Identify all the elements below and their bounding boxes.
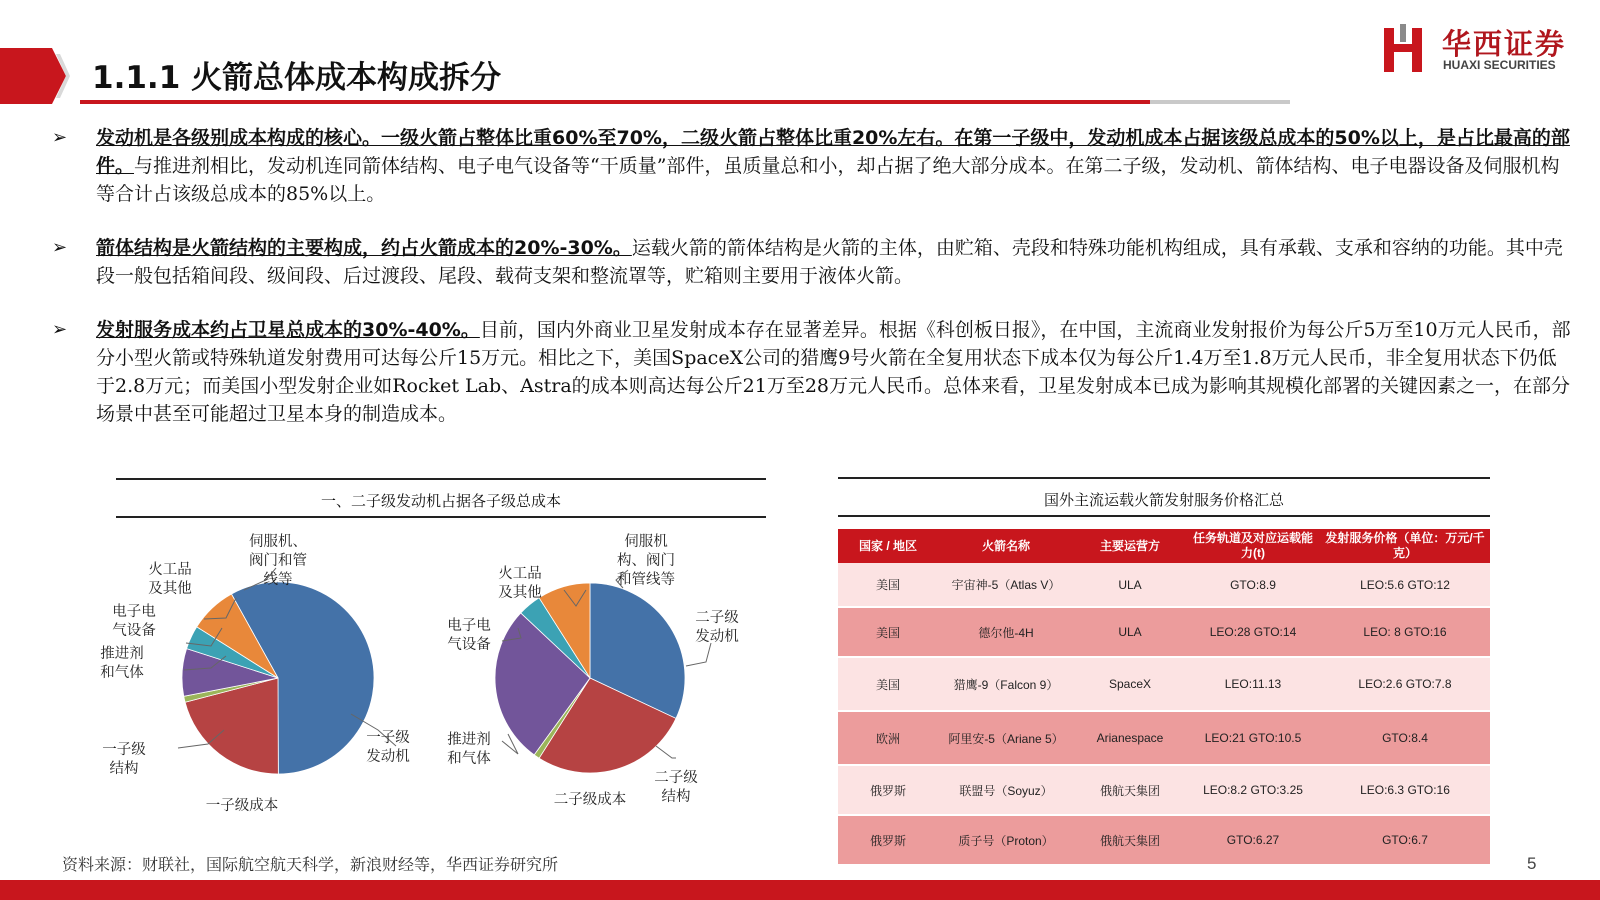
bullet-structure	[52, 234, 1572, 290]
cell: LEO:28 GTO:14	[1186, 607, 1320, 657]
cell: LEO:5.6 GTO:12	[1320, 563, 1490, 607]
page-number: 5	[1527, 854, 1537, 873]
bullet-key-point: 发动机是各级别成本构成的核心。一级火箭占整体比重60%至70%，二级火箭占整体比重20%左右。在第一子级中，发动机成本占据该级总成本的50%以上，是占比最高的部件。	[96, 127, 1570, 177]
label-p1-elec: 电子电气设备	[112, 604, 156, 639]
bullet-key-point: 发射服务成本约占卫星总成本的30%-40%。	[96, 319, 480, 341]
label-p1-servo: 伺服机、阀门和管线等	[249, 534, 307, 588]
cell: ULA	[1074, 607, 1186, 657]
bullet-body: 运载火箭的箭体结构是火箭的主体，由贮箱、壳段和特殊功能机构组成，具有承载、支承和容纳的功能。其中壳段一般包括箱间段、级间段、后过渡段、尾段、载荷支架和整流罩等，贮箱则主要用于液体火箭。	[96, 237, 1563, 287]
source-note: 资料来源：财联社，国际航空航天科学，新浪财经等，华西证券研究所	[62, 855, 559, 874]
bullet-arrow-icon: ➢	[52, 319, 68, 340]
label-p2-title: 二子级成本	[553, 792, 627, 808]
bullet-list	[52, 124, 1572, 454]
col-operator: 主要运营方	[1074, 529, 1186, 563]
huaxi-logo-mark	[1382, 24, 1432, 74]
label-p2-pyro: 火工品及其他	[498, 566, 542, 601]
pie-stage1	[182, 582, 374, 774]
footer-bar	[0, 880, 1600, 900]
bullet-key-point: 箭体结构是火箭结构的主要构成，约占火箭成本的20%-30%。	[96, 237, 632, 259]
table-row	[838, 815, 1490, 865]
cell: 俄航天集团	[1074, 765, 1186, 815]
label-p1-pyro: 火工品及其他	[148, 562, 192, 597]
caption-rule-bottom	[838, 515, 1490, 517]
table-caption: 国外主流运载火箭发射服务价格汇总	[1043, 491, 1284, 509]
cell: 俄罗斯	[838, 815, 938, 865]
caption-rule-top	[116, 478, 766, 480]
col-price: 发射服务价格（单位：万元/千克）	[1320, 529, 1490, 563]
cell: LEO:8.2 GTO:3.25	[1186, 765, 1320, 815]
label-p1-title: 一子级成本	[205, 798, 279, 814]
cell: 美国	[838, 657, 938, 711]
bullet-body: 与推进剂相比，发动机连同箭体结构、电子电气设备等“干质量”部件，虽质量总和小，却占据了绝大部分成本。在第二子级，发动机、箭体结构、电子电器设备及伺服机构等合计占该级总成本的85%以上。	[96, 155, 1560, 205]
bullet-body: 目前，国内外商业卫星发射成本存在显著差异。根据《科创板日报》，在中国，主流商业发射报价为每公斤5万至10万元人民币，部分小型火箭或特殊轨道发射费用可达每公斤15万元。相比之下，美国SpaceX公司的猎鹰9号火箭在全复用状态下成本仅为每公斤1.4万至1.8万元人民币，非全复用状态下仍低于2.8万元；而美国小型发射企业如Rocket Lab、Astra的成本则高达每公斤21万至28万元人民币。总体来看，卫星发射成本已成为影响其规模化部署的关键因素之一，在部分场景中甚至可能超过卫星本身的制造成本。	[96, 319, 1571, 425]
cell: 阿里安-5（Ariane 5）	[938, 711, 1074, 765]
label-p2-engine: 二子级发动机	[695, 610, 739, 645]
label-p2-prop: 推进剂和气体	[447, 732, 491, 767]
cell: 美国	[838, 607, 938, 657]
bullet-arrow-icon: ➢	[52, 127, 68, 148]
label-p2-servo: 伺服机构、阀门和管线等	[617, 534, 675, 588]
chart-caption: 一、二子级发动机占据各子级总成本	[320, 492, 561, 510]
cell: 质子号（Proton）	[938, 815, 1074, 865]
label-p2-struct: 二子级结构	[654, 770, 698, 805]
cell: 美国	[838, 563, 938, 607]
table-row	[838, 563, 1490, 607]
title-underline	[80, 100, 1150, 104]
price-table	[838, 529, 1490, 866]
cell: 猎鹰-9（Falcon 9）	[938, 657, 1074, 711]
cell: ULA	[1074, 563, 1186, 607]
cell: 德尔他-4H	[938, 607, 1074, 657]
cell: 宇宙神-5（Atlas V）	[938, 563, 1074, 607]
cell: 联盟号（Soyuz）	[938, 765, 1074, 815]
table-header-row	[838, 529, 1490, 563]
pie-stage2	[495, 583, 685, 773]
cell: LEO:21 GTO:10.5	[1186, 711, 1320, 765]
cell: LEO:11.13	[1186, 657, 1320, 711]
title-underline-gray	[1150, 100, 1290, 104]
cell: 俄罗斯	[838, 765, 938, 815]
table-row	[838, 711, 1490, 765]
label-p2-elec: 电子电气设备	[447, 618, 491, 653]
label-p1-engine: 一子级发动机	[366, 730, 410, 765]
cell: SpaceX	[1074, 657, 1186, 711]
pie-charts	[100, 518, 766, 858]
cell: Arianespace	[1074, 711, 1186, 765]
col-country: 国家 / 地区	[838, 529, 938, 563]
table-row	[838, 765, 1490, 815]
pie-chart-panel	[100, 478, 766, 858]
logo-text-en: HUAXI SECURITIES	[1443, 58, 1556, 72]
caption-rule-top	[838, 477, 1490, 479]
bullet-engine	[52, 124, 1572, 208]
bullet-launch-cost	[52, 316, 1572, 428]
cell: 欧洲	[838, 711, 938, 765]
label-p1-prop: 推进剂和气体	[100, 646, 144, 681]
cell: LEO:2.6 GTO:7.8	[1320, 657, 1490, 711]
page-title: 1.1.1 火箭总体成本构成拆分	[92, 60, 502, 96]
cell: GTO:6.7	[1320, 815, 1490, 865]
bullet-arrow-icon: ➢	[52, 237, 68, 258]
price-table-panel	[838, 477, 1490, 869]
col-capacity: 任务轨道及对应运载能力(t)	[1186, 529, 1320, 563]
cell: LEO:6.3 GTO:16	[1320, 765, 1490, 815]
col-rocket: 火箭名称	[938, 529, 1074, 563]
table-row	[838, 657, 1490, 711]
cell: GTO:6.27	[1186, 815, 1320, 865]
table-row	[838, 607, 1490, 657]
title-tab-arrow	[0, 48, 70, 104]
cell: GTO:8.9	[1186, 563, 1320, 607]
huaxi-logo	[1382, 22, 1582, 78]
cell: 俄航天集团	[1074, 815, 1186, 865]
logo-text-cn: 华西证券	[1442, 27, 1567, 61]
cell: GTO:8.4	[1320, 711, 1490, 765]
label-p1-struct: 一子级结构	[102, 742, 146, 777]
cell: LEO: 8 GTO:16	[1320, 607, 1490, 657]
